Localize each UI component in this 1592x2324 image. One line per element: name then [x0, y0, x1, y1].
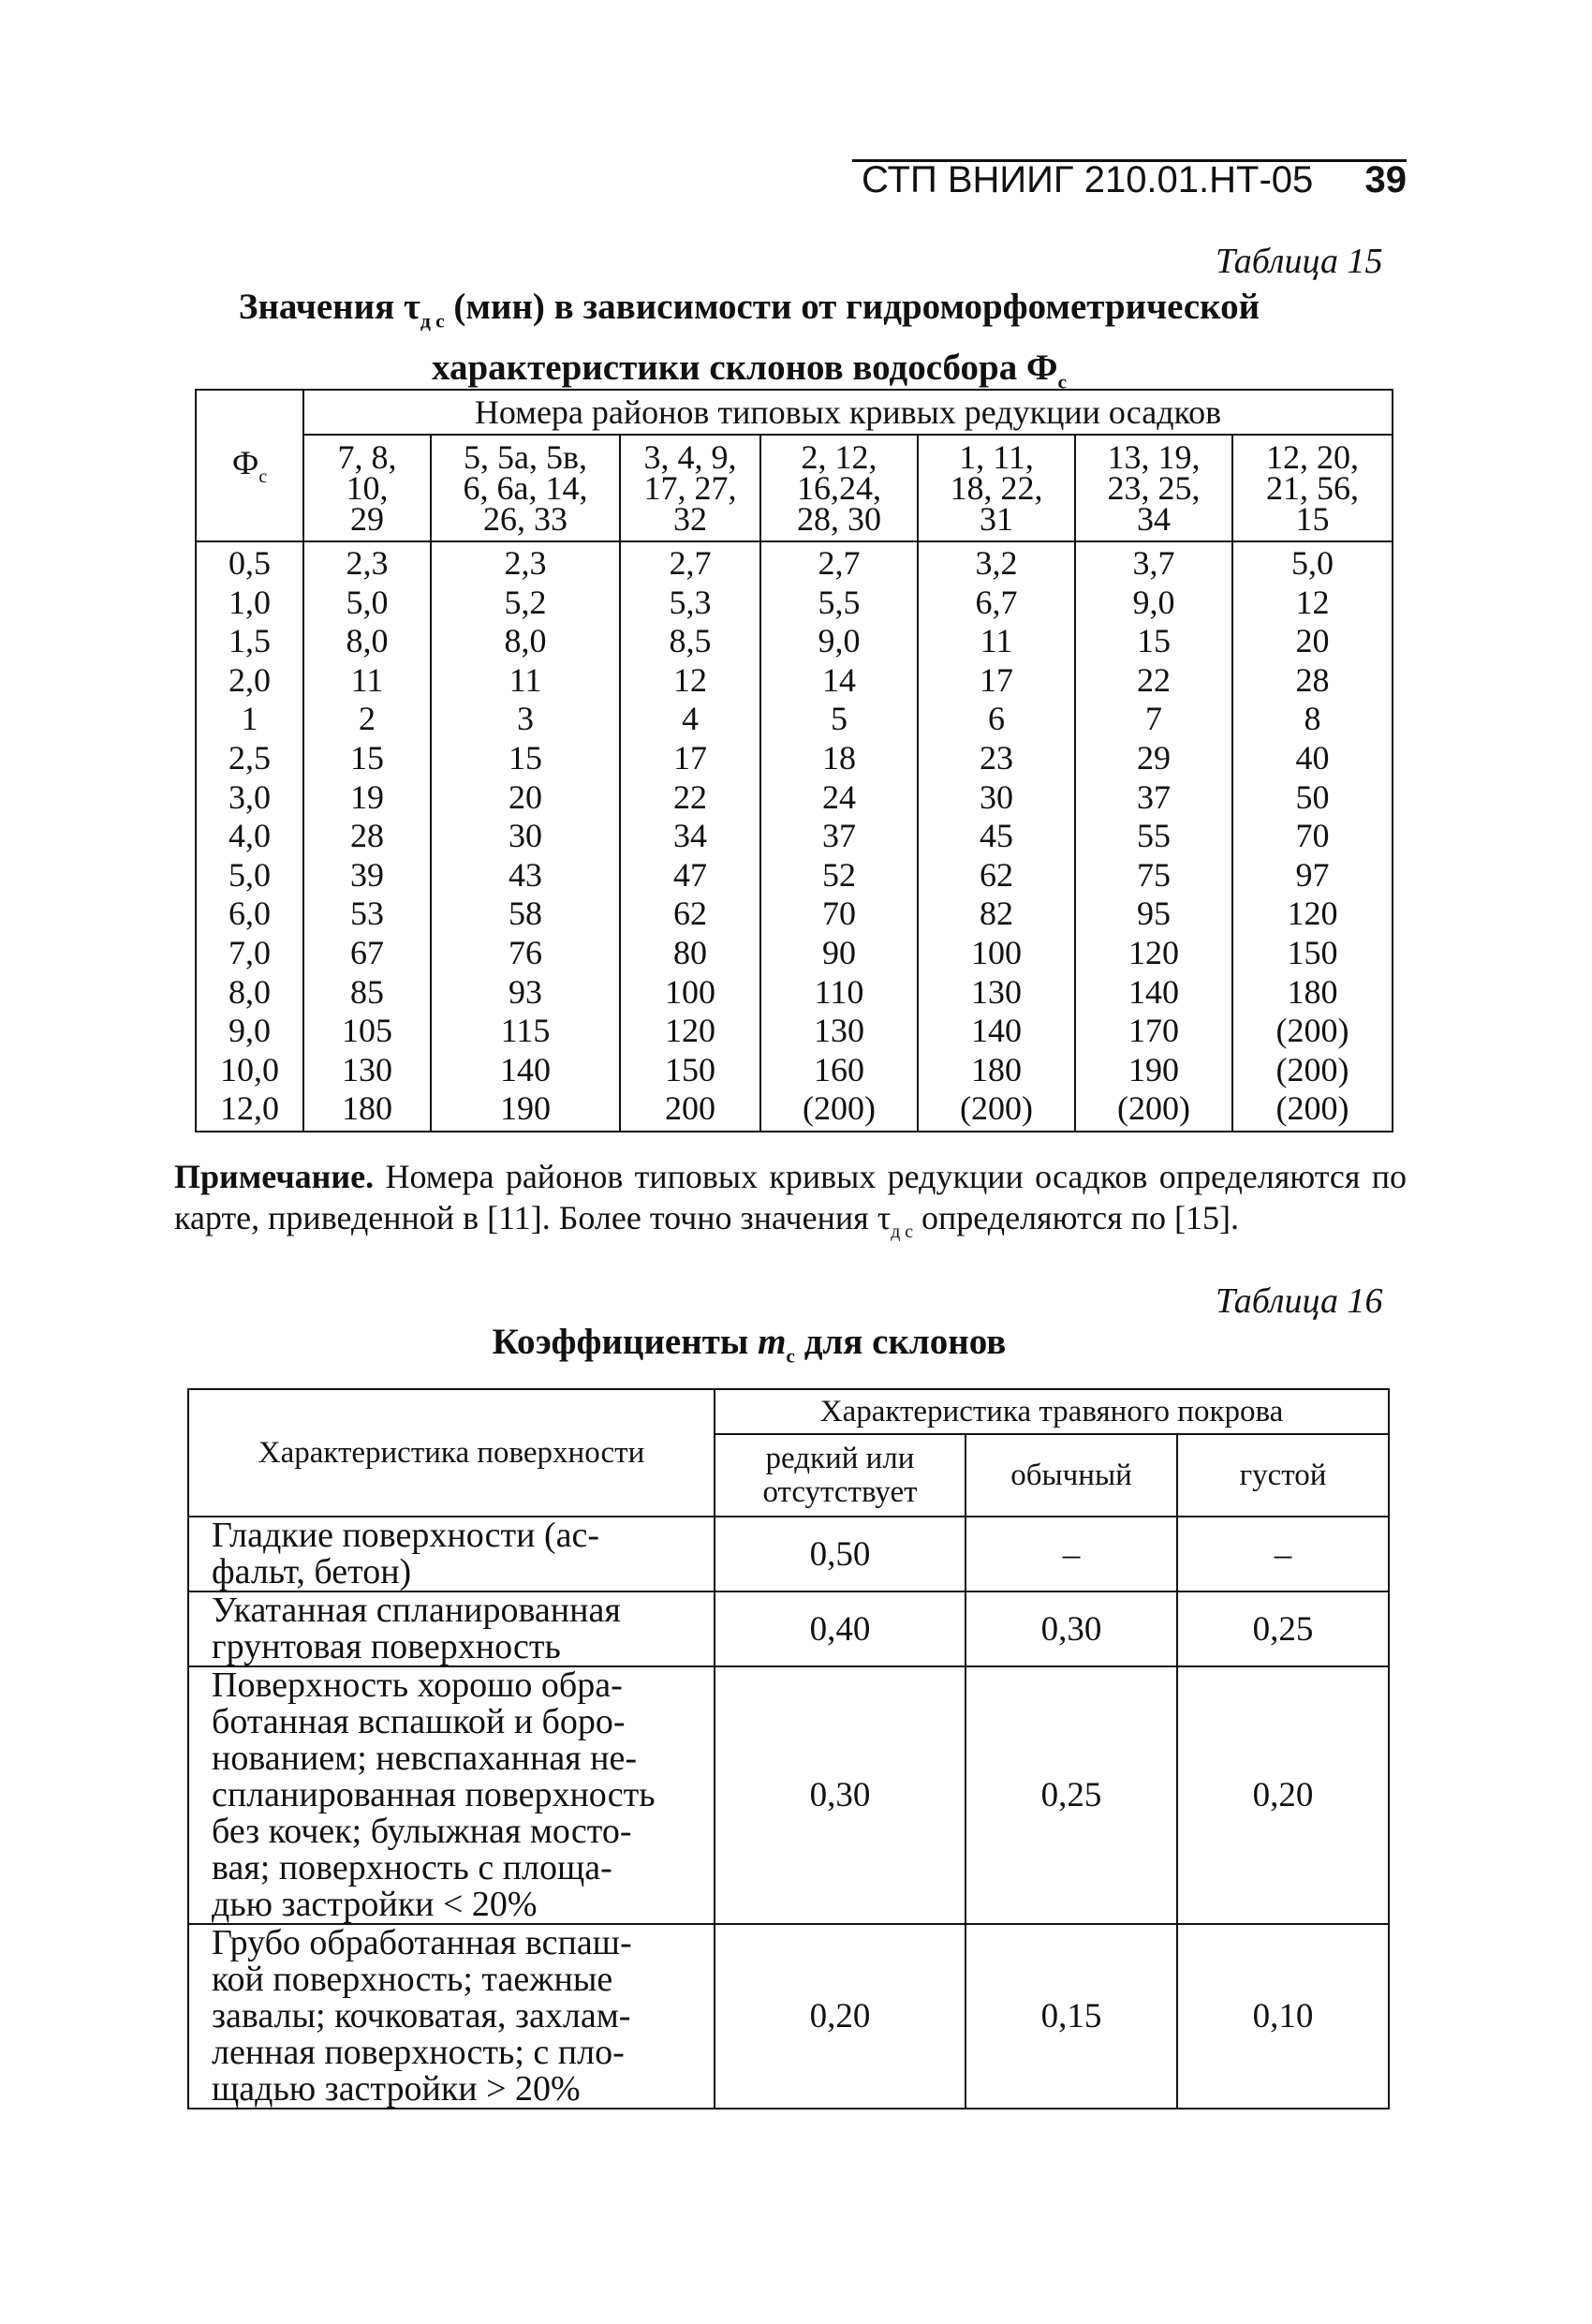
table-cell: (200) [1275, 1089, 1349, 1128]
table-cell: 47 [673, 855, 707, 894]
table-cell: 97 [1295, 855, 1330, 894]
table-cell: 3,2 [975, 544, 1018, 582]
phi-header: $Ф_с$ [196, 390, 303, 541]
table-cell: 12,0 [220, 1089, 279, 1128]
value-column [1232, 541, 1393, 1132]
table-row [188, 1517, 1389, 1591]
surface-cell: Гладкие поверхности (ас- фальт, бетон) [188, 1517, 715, 1591]
table-cell: 5,0 [1291, 544, 1334, 582]
table-cell: 3,0 [228, 777, 271, 816]
table-cell: 40 [1295, 738, 1330, 777]
table-row [188, 1666, 1389, 1924]
table-cell: 18 [822, 738, 856, 777]
table-cell: 30 [509, 817, 542, 855]
table-cell: 67 [350, 933, 384, 971]
table-row [188, 1591, 1389, 1666]
table-cell: 180 [342, 1089, 392, 1128]
table-cell: 8,0 [346, 622, 389, 660]
table-cell: 39 [350, 855, 384, 894]
coefficient-cell: 0,15 [966, 1924, 1177, 2109]
table-cell: 180 [971, 1050, 1022, 1088]
table-cell: 20 [509, 777, 542, 816]
table-cell: 9,0 [818, 622, 861, 660]
table-cell: 120 [1128, 933, 1179, 971]
region-header: 7, 8, 10, 29 [303, 435, 431, 541]
table-cell: 2 [359, 700, 376, 738]
table-cell: 75 [1137, 855, 1171, 894]
table-cell: 30 [980, 777, 1013, 816]
table-cell: 9,0 [1132, 583, 1175, 621]
table-cell: 11 [980, 622, 1013, 660]
table-cell: 17 [673, 738, 707, 777]
table-cell: 115 [500, 1012, 551, 1050]
table-cell: 90 [822, 933, 856, 971]
table-cell: 23 [980, 738, 1013, 777]
table-cell: 6,0 [228, 895, 271, 933]
table-row [188, 1924, 1389, 2109]
table-cell: 50 [1295, 777, 1330, 816]
table-cell: 140 [1128, 972, 1179, 1011]
table-cell: 15 [1137, 622, 1171, 660]
table-cell: 3,7 [1132, 544, 1175, 582]
table-cell: 45 [980, 817, 1013, 855]
table-cell: 58 [509, 895, 542, 933]
page-header [852, 157, 1407, 200]
coefficient-cell: 0,10 [1177, 1924, 1389, 2109]
table-cell: 2,3 [346, 544, 389, 582]
grass-column-header: обычный [966, 1434, 1177, 1517]
table-cell: 3 [517, 700, 534, 738]
table-cell: 2,0 [228, 660, 271, 699]
table-cell: 8,0 [504, 622, 547, 660]
table-cell: 15 [509, 738, 542, 777]
table16-caption: Таблица 16 [1216, 1281, 1383, 1321]
region-header: 3, 4, 9, 17, 27, 32 [620, 435, 760, 541]
table-cell: 6,7 [975, 583, 1018, 621]
table-cell: 170 [1128, 1012, 1179, 1050]
table-cell: 22 [673, 777, 707, 816]
table-cell: 2,3 [504, 544, 547, 582]
surface-cell: Грубо обработанная вспаш- кой поверхность; таежные завалы; кочковатая, захлам- ленная поверхность; с пло- щадью застройки > 20% [188, 1924, 715, 2109]
table-cell: 0,5 [228, 544, 271, 582]
table-cell: 12 [673, 660, 707, 699]
table-cell: 130 [342, 1050, 392, 1088]
value-column [1075, 541, 1232, 1132]
value-column [431, 541, 620, 1132]
table-cell: 85 [350, 972, 384, 1011]
coefficient-cell: 0,30 [966, 1591, 1177, 1666]
region-header: 5, 5а, 5в, 6, 6а, 14, 26, 33 [431, 435, 620, 541]
coefficient-cell: 0,50 [715, 1517, 966, 1591]
coefficient-cell: 0,20 [715, 1924, 966, 2109]
table-cell: 11 [509, 660, 542, 699]
table-cell: 52 [822, 855, 856, 894]
page-number: 39 [1364, 159, 1407, 200]
table-cell: 53 [350, 895, 384, 933]
table-cell: 5,3 [669, 583, 712, 621]
table-cell: 4,0 [228, 817, 271, 855]
table-cell: 11 [350, 660, 384, 699]
value-column [303, 541, 431, 1132]
table15-note: Примечание. Номера районов типовых кривых редукции осадков определяются по карте, приведенной в [11]. Более точно значения $\tau_{д с}$ определяются по [15]. [174, 1158, 1407, 1242]
table-cell: 200 [665, 1089, 715, 1128]
coefficient-cell: – [1177, 1517, 1389, 1591]
table-cell: 160 [814, 1050, 864, 1088]
table-cell: 28 [350, 817, 384, 855]
table-cell: 80 [673, 933, 707, 971]
table-cell: 2,7 [818, 544, 861, 582]
table-cell: (200) [803, 1089, 876, 1128]
table-cell: 130 [814, 1012, 864, 1050]
table-cell: 2,7 [669, 544, 712, 582]
coefficient-cell: 0,30 [715, 1666, 966, 1924]
region-header: 1, 11, 18, 22, 31 [918, 435, 1075, 541]
table-cell: 20 [1295, 622, 1330, 660]
table-cell: 130 [971, 972, 1022, 1011]
table-cell: 8,0 [228, 972, 271, 1011]
table-cell: 180 [1287, 972, 1338, 1011]
table-cell: 100 [971, 933, 1022, 971]
table-cell: 1,0 [228, 583, 271, 621]
table-cell: 100 [665, 972, 715, 1011]
table-cell: 9,0 [228, 1012, 271, 1050]
table-cell: 7,0 [228, 933, 271, 971]
table-cell: 190 [500, 1089, 551, 1128]
table-cell: 19 [350, 777, 384, 816]
table-cell: 70 [822, 895, 856, 933]
table-cell: 8 [1304, 700, 1321, 738]
table-cell: 43 [509, 855, 542, 894]
table-cell: (200) [1117, 1089, 1190, 1128]
surface-header: Характеристика поверхности [188, 1389, 715, 1517]
grass-header: Характеристика травяного покрова [715, 1389, 1389, 1434]
phi-column [196, 541, 303, 1132]
coefficient-cell: 0,40 [715, 1591, 966, 1666]
surface-cell: Укатанная спланированная грунтовая поверхность [188, 1591, 715, 1666]
table-cell: 37 [1137, 777, 1171, 816]
region-header: 12, 20, 21, 56, 15 [1232, 435, 1393, 541]
coefficient-cell: 0,20 [1177, 1666, 1389, 1924]
table-cell: 190 [1128, 1050, 1179, 1088]
table-cell: (200) [1275, 1050, 1349, 1088]
table-cell: 15 [350, 738, 384, 777]
table-cell: 1,5 [228, 622, 271, 660]
table-cell: (200) [1275, 1012, 1349, 1050]
table-cell: 55 [1137, 817, 1171, 855]
table-cell: 24 [822, 777, 856, 816]
coefficient-cell: – [966, 1517, 1177, 1591]
surface-cell: Поверхность хорошо обра- ботанная вспашкой и боро- нованием; невспаханная не- спланированная поверхность без кочек; булыжная мосто- вая; поверхность с площа- дью застройки < 20% [188, 1666, 715, 1924]
value-column [620, 541, 760, 1132]
table-cell: 120 [665, 1012, 715, 1050]
table-cell: 2,5 [228, 738, 271, 777]
grass-column-header: редкий или отсутствует [715, 1434, 966, 1517]
table16-title: Коэффициенты $m_с$ для склонов [492, 1322, 1007, 1368]
coefficient-cell: 0,25 [1177, 1591, 1389, 1666]
table-cell: 62 [980, 855, 1013, 894]
table-cell: 14 [822, 660, 856, 699]
table-cell: 150 [1287, 933, 1338, 971]
table-cell: 5 [831, 700, 848, 738]
table15-title: Значения $\tau_{д с}$ (мин) в зависимости от гидроморфометрической характеристики склонов водосбора $Ф_с$ [238, 287, 1260, 393]
table-cell: 1 [241, 700, 258, 738]
table-cell: 105 [342, 1012, 392, 1050]
table-cell: 62 [673, 895, 707, 933]
region-header: 2, 12, 16,24, 28, 30 [760, 435, 918, 541]
regions-group-header: Номера районов типовых кривых редукции осадков [303, 390, 1393, 435]
table-cell: 34 [673, 817, 707, 855]
value-column [760, 541, 918, 1132]
table-cell: 82 [980, 895, 1013, 933]
table-cell: 5,2 [504, 583, 547, 621]
table-cell: 12 [1295, 583, 1330, 621]
table-cell: 150 [665, 1050, 715, 1088]
grass-column-header: густой [1177, 1434, 1389, 1517]
table-cell: 76 [509, 933, 542, 971]
table-cell: (200) [960, 1089, 1033, 1128]
table-cell: 5,0 [346, 583, 389, 621]
table-cell: 70 [1295, 817, 1330, 855]
region-header: 13, 19, 23, 25, 34 [1075, 435, 1232, 541]
table-cell: 22 [1137, 660, 1171, 699]
table-cell: 5,5 [818, 583, 861, 621]
table16 [187, 1388, 1390, 2109]
table-cell: 6 [988, 700, 1005, 738]
table-cell: 29 [1137, 738, 1171, 777]
table-cell: 140 [971, 1012, 1022, 1050]
table-cell: 8,5 [669, 622, 712, 660]
table-cell: 4 [682, 700, 699, 738]
table15-caption: Таблица 15 [1216, 242, 1383, 281]
table-cell: 93 [509, 972, 542, 1011]
standard-code: СТП ВНИИГ 210.01.НТ-05 [862, 159, 1314, 200]
table-cell: 5,0 [228, 855, 271, 894]
table-cell: 37 [822, 817, 856, 855]
table-cell: 7 [1145, 700, 1162, 738]
table-cell: 120 [1287, 895, 1338, 933]
value-column [918, 541, 1075, 1132]
table-cell: 28 [1295, 660, 1330, 699]
coefficient-cell: 0,25 [966, 1666, 1177, 1924]
table-cell: 17 [980, 660, 1013, 699]
table-cell: 140 [500, 1050, 551, 1088]
table-cell: 10,0 [220, 1050, 279, 1088]
table15 [195, 389, 1393, 1132]
table-cell: 95 [1137, 895, 1171, 933]
table-cell: 110 [814, 972, 864, 1011]
